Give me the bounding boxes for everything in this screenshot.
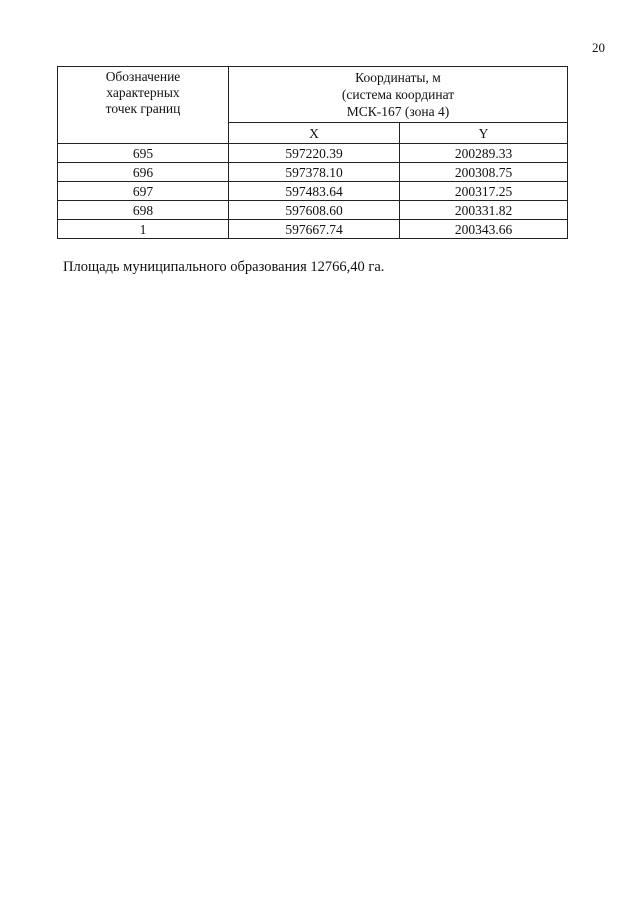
point-cell: 697 [58, 182, 229, 201]
y-cell: 200331.82 [400, 201, 568, 220]
point-cell: 1 [58, 220, 229, 239]
x-cell: 597378.10 [229, 163, 400, 182]
header-x: X [229, 123, 400, 144]
y-cell: 200317.25 [400, 182, 568, 201]
point-cell: 695 [58, 144, 229, 163]
table-row [58, 220, 568, 239]
x-cell: 597608.60 [229, 201, 400, 220]
y-cell: 200343.66 [400, 220, 568, 239]
header-coords-line: (система координат [341, 87, 455, 102]
table-header-row [58, 67, 568, 123]
y-cell: 200308.75 [400, 163, 568, 182]
header-label-line: Обозначение [105, 69, 181, 84]
page-number: 20 [592, 40, 605, 55]
header-coords-line: Координаты, м [355, 70, 441, 85]
table-row [58, 163, 568, 182]
table-row [58, 201, 568, 220]
header-y: Y [400, 123, 568, 144]
x-cell: 597483.64 [229, 182, 400, 201]
x-cell: 597220.39 [229, 144, 400, 163]
header-coordinates [229, 67, 568, 123]
x-cell: 597667.74 [229, 220, 400, 239]
y-cell: 200289.33 [400, 144, 568, 163]
header-label-line: характерных [106, 85, 180, 100]
table-row [58, 144, 568, 163]
header-label-line: точек границ [105, 101, 181, 116]
area-statement: Площадь муниципального образования 12766,40 га. [63, 259, 385, 275]
header-point-label [58, 67, 229, 144]
header-coords-line: МСК-167 (зона 4) [346, 104, 450, 119]
point-cell: 698 [58, 201, 229, 220]
coordinates-table [57, 66, 568, 239]
point-cell: 696 [58, 163, 229, 182]
table-row [58, 182, 568, 201]
